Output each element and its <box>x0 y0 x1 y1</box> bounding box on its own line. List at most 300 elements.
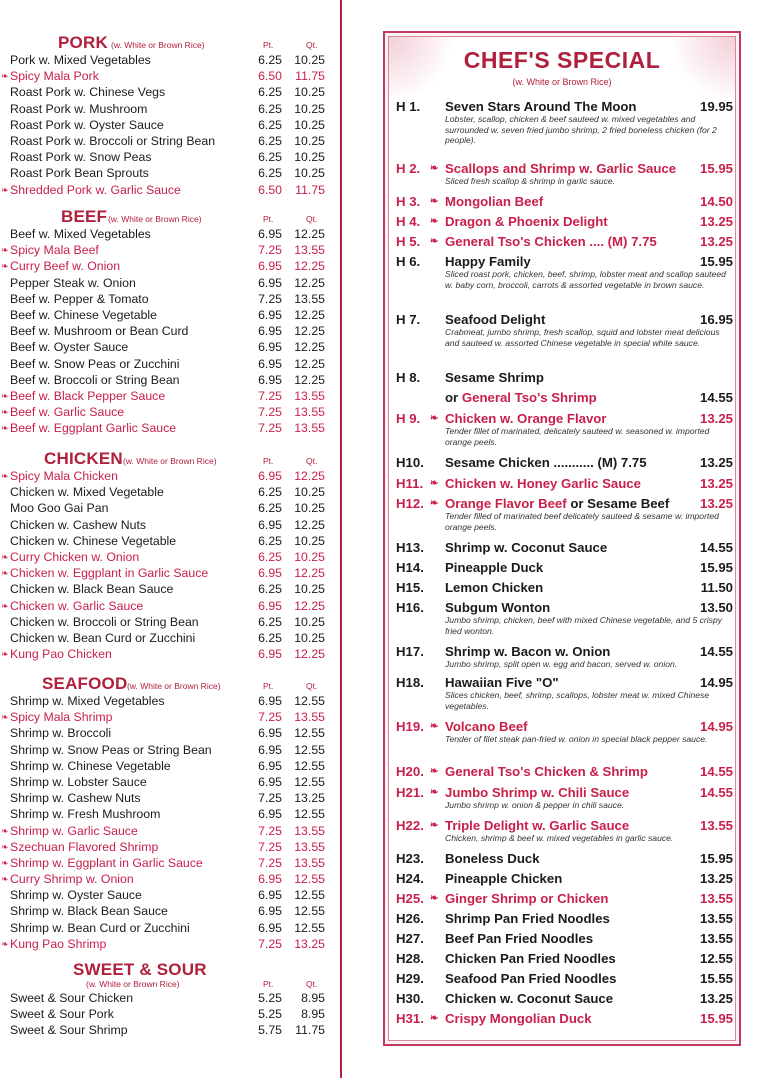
chili-pepper-icon: ❧ <box>430 163 439 174</box>
pint-price: 6.25 <box>258 133 282 148</box>
special-item-description: Sliced fresh scallop & shrimp in garlic sauce. <box>445 176 616 186</box>
special-item-main-name: Pineapple Duck <box>445 560 544 575</box>
special-item-code: H28. <box>396 951 424 966</box>
quart-price: 10.25 <box>294 485 325 500</box>
special-item-name <box>445 538 737 557</box>
menu-item <box>0 323 340 339</box>
menu-item <box>0 887 340 903</box>
quart-price: 13.55 <box>294 243 325 258</box>
special-item-main-name: Scallops and Shrimp w. Garlic Sauce <box>445 161 677 176</box>
pint-price: 6.95 <box>258 566 282 581</box>
menu-item-name <box>10 533 253 549</box>
menu-item <box>0 565 340 581</box>
special-item-name <box>445 909 737 928</box>
special-item <box>389 252 741 310</box>
chili-pepper-icon: ❧ <box>430 498 439 509</box>
menu-item-name <box>10 725 253 741</box>
pint-column-label: Pt. <box>263 979 274 989</box>
pint-price: 6.95 <box>258 774 282 789</box>
menu-item-name <box>10 887 253 903</box>
menu-item <box>0 182 340 198</box>
quart-price: 12.25 <box>294 598 325 613</box>
pint-price: 6.95 <box>258 598 282 613</box>
special-item-name-text <box>445 951 618 966</box>
pint-price: 7.25 <box>258 291 282 306</box>
menu-item <box>0 614 340 630</box>
menu-item <box>0 101 340 117</box>
menu-item-name-text: Beef w. Eggplant Garlic Sauce <box>10 421 177 436</box>
special-item-description: Tender filled of marinated beef delicately sauteed & sesame w. imported orange peels. <box>445 511 719 532</box>
special-item-name-text <box>445 99 638 114</box>
special-item-price: 14.55 <box>699 390 733 405</box>
special-item <box>389 232 741 252</box>
special-item-name-text <box>445 161 678 176</box>
special-item-name-text <box>445 560 545 575</box>
chili-pepper-icon: ❧ <box>1 551 9 562</box>
menu-item-name-text: Pepper Steak w. Onion <box>10 275 136 290</box>
special-item-code: H12. <box>396 496 424 511</box>
chili-pepper-icon: ❧ <box>1 261 9 272</box>
pint-price: 6.25 <box>258 533 282 548</box>
special-item-name <box>445 949 737 968</box>
special-item-name-text <box>445 390 599 405</box>
quart-price: 12.25 <box>294 227 325 241</box>
menu-item-name-text: Chicken w. Broccoli or String Bean <box>10 614 199 629</box>
menu-item <box>0 275 340 291</box>
quart-price: 10.25 <box>294 614 325 629</box>
special-item-name-text <box>445 644 612 659</box>
quart-price: 11.75 <box>295 182 325 197</box>
chili-pepper-icon: ❧ <box>430 196 439 207</box>
menu-item <box>0 517 340 533</box>
special-item-description: Jumbo shrimp w. onion & pepper in chili sauce. <box>445 800 625 810</box>
special-item-price: 15.55 <box>699 971 733 986</box>
chili-pepper-icon: ❧ <box>1 874 9 885</box>
special-item <box>389 783 741 816</box>
quart-price: 13.55 <box>294 291 325 306</box>
menu-item-name-text: Roast Pork w. Broccoli or String Bean <box>10 133 216 148</box>
quart-price: 10.25 <box>294 150 325 165</box>
quart-price: 13.55 <box>294 823 325 838</box>
special-item <box>389 816 741 849</box>
menu-item <box>0 242 340 258</box>
special-item-name-text <box>445 600 552 615</box>
chefs-special-subtitle: (w. White or Brown Rice) <box>512 77 612 87</box>
special-item-price: 14.95 <box>699 719 733 734</box>
menu-item-name-text: Sweet & Sour Chicken <box>10 991 134 1005</box>
quart-price: 10.25 <box>294 166 325 181</box>
special-item-price: 13.55 <box>699 931 733 946</box>
menu-item-name-text: Sweet & Sour Shrimp <box>10 1023 128 1038</box>
special-item-price: 14.55 <box>699 785 733 800</box>
special-item-code: H 5. <box>396 234 421 249</box>
menu-item <box>0 133 340 149</box>
special-item-main-name: Hawaiian Five "O" <box>445 675 559 690</box>
menu-item-name <box>10 484 253 500</box>
menu-item <box>0 725 340 741</box>
special-item <box>389 1009 741 1031</box>
menu-item-name <box>10 871 253 887</box>
special-item-name-text <box>445 476 643 491</box>
pint-price: 6.95 <box>258 758 282 773</box>
menu-item <box>0 533 340 549</box>
menu-item <box>0 742 340 758</box>
special-item-code: H18. <box>396 675 424 690</box>
special-item-code: H14. <box>396 560 424 575</box>
menu-item <box>0 84 340 100</box>
special-item-code: H24. <box>396 871 424 886</box>
special-item <box>389 642 741 673</box>
quart-price: 10.25 <box>294 133 325 148</box>
special-item-name-text <box>445 540 609 555</box>
menu-item-list <box>0 226 340 436</box>
special-item-description: Tender of filet steak pan-fried w. onion in special black pepper sauce. <box>445 734 708 744</box>
special-item-main-name: Shrimp w. Coconut Sauce <box>445 540 608 555</box>
chili-pepper-icon: ❧ <box>430 413 439 424</box>
menu-item <box>0 484 340 500</box>
chili-pepper-icon: ❧ <box>430 766 439 777</box>
menu-item-name <box>10 565 253 581</box>
chili-pepper-icon: ❧ <box>1 649 9 660</box>
special-item-name <box>445 232 737 251</box>
menu-item-name-text: Roast Pork w. Oyster Sauce <box>10 117 164 132</box>
menu-item-name-text: Roast Pork w. Snow Peas <box>10 150 152 165</box>
chili-pepper-icon: ❧ <box>1 600 9 611</box>
special-item-name-text <box>445 911 612 926</box>
special-item <box>389 538 741 558</box>
menu-item <box>0 307 340 323</box>
chefs-special-panel <box>383 31 741 1046</box>
special-item <box>389 453 741 474</box>
section-sweet-sour <box>0 960 340 1039</box>
menu-item-name-text: Beef w. Oyster Sauce <box>10 340 129 355</box>
menu-item-name-text: Chicken w. Garlic Sauce <box>10 598 144 613</box>
menu-item-name-text: Shrimp w. Garlic Sauce <box>10 823 138 838</box>
pint-price: 6.25 <box>258 549 282 564</box>
menu-item <box>0 339 340 355</box>
menu-item <box>0 806 340 822</box>
special-item-name <box>445 368 737 387</box>
menu-item-name-text: Beef w. Garlic Sauce <box>10 405 125 420</box>
pint-price: 6.95 <box>258 275 282 290</box>
quart-price: 10.25 <box>294 101 325 116</box>
quart-price: 12.25 <box>294 275 325 290</box>
menu-item <box>0 990 340 1006</box>
section-subtitle: (w. White or Brown Rice) <box>127 681 221 691</box>
special-item-main-name: Seafood Delight <box>445 312 546 327</box>
pint-price: 6.95 <box>258 372 282 387</box>
pint-price: 6.95 <box>258 920 282 935</box>
chili-pepper-icon: ❧ <box>1 712 9 723</box>
menu-item-name <box>10 936 253 952</box>
special-item-description: Tender fillet of marinated, delicately sauteed w. seasoned w. imported orange peels. <box>445 426 710 447</box>
special-item-main-name: Ginger Shrimp or Chicken <box>445 891 609 906</box>
menu-item-name-text: Beef w. Snow Peas or Zucchini <box>10 356 180 371</box>
menu-item <box>0 920 340 936</box>
pint-price: 7.25 <box>258 839 282 854</box>
special-item-price: 14.55 <box>699 644 733 659</box>
special-item-name-text <box>445 871 564 886</box>
special-item-main-name: Orange Flavor Beef <box>445 496 567 511</box>
pint-price: 6.25 <box>258 166 282 181</box>
section-title: SWEET & SOUR <box>73 960 207 979</box>
menu-item-name-text: Beef w. Chinese Vegetable <box>10 307 157 322</box>
menu-item-name <box>10 117 253 133</box>
menu-item-name-text: Chicken w. Black Bean Sauce <box>10 582 174 597</box>
chefs-special-title: CHEF'S SPECIAL <box>463 47 661 73</box>
special-item-code: H 8. <box>396 370 421 385</box>
menu-item-name <box>10 52 253 68</box>
quart-price: 13.25 <box>294 936 325 951</box>
pint-price: 6.95 <box>258 647 282 662</box>
special-item-code: H16. <box>396 600 424 615</box>
special-item-name-text <box>445 675 561 690</box>
chili-pepper-icon: ❧ <box>430 721 439 732</box>
special-item-price: 15.95 <box>699 254 733 269</box>
special-item-main-name: Triple Delight w. Garlic Sauce <box>445 818 630 833</box>
pint-price: 6.25 <box>258 85 282 100</box>
special-item-name-text <box>445 194 545 209</box>
pint-price: 6.25 <box>258 501 282 516</box>
menu-item-name-text: Chicken w. Cashew Nuts <box>10 517 147 532</box>
special-item <box>389 558 741 578</box>
special-item-name <box>445 388 737 407</box>
special-item-code: H22. <box>396 818 424 833</box>
special-item-main-name: Happy Family <box>445 254 531 269</box>
menu-item <box>0 372 340 388</box>
chili-pepper-icon: ❧ <box>1 423 9 434</box>
menu-item-name <box>10 517 253 533</box>
special-item-price: 13.55 <box>699 911 733 926</box>
pint-column-label: Pt. <box>263 456 274 466</box>
menu-item-name-text: Beef w. Mixed Vegetables <box>10 227 151 241</box>
menu-item-name-text: Shrimp w. Chinese Vegetable <box>10 758 171 773</box>
quart-column-label: Qt. <box>306 456 318 466</box>
special-item-main-name: Subgum Wonton <box>445 600 551 615</box>
quart-price: 12.55 <box>294 774 325 789</box>
menu-item-name-text: Beef w. Broccoli or String Bean <box>10 372 180 387</box>
pint-price: 6.25 <box>258 582 282 597</box>
pint-price: 6.95 <box>258 324 282 339</box>
special-item-price: 13.55 <box>699 891 733 906</box>
special-item-price: 13.25 <box>699 234 733 249</box>
menu-item <box>0 291 340 307</box>
pint-price: 6.95 <box>258 340 282 355</box>
quart-price: 8.95 <box>301 991 325 1005</box>
menu-item <box>0 404 340 420</box>
special-item-price: 13.25 <box>699 476 733 491</box>
special-item <box>389 717 741 762</box>
menu-item-name <box>10 420 253 436</box>
pint-price: 6.95 <box>258 517 282 532</box>
special-item-main-name: Beef Pan Fried Noodles <box>445 931 594 946</box>
special-item <box>389 388 741 409</box>
special-item-price: 13.25 <box>699 496 733 511</box>
special-item-name <box>445 762 737 781</box>
special-item-price: 14.50 <box>699 194 733 209</box>
section-header <box>0 207 340 225</box>
menu-item-name <box>10 323 253 339</box>
menu-item <box>0 903 340 919</box>
pint-price: 6.95 <box>258 469 282 483</box>
menu-item <box>0 549 340 565</box>
menu-item-name <box>10 356 253 372</box>
chili-pepper-icon: ❧ <box>1 825 9 836</box>
pint-column-label: Pt. <box>263 214 274 224</box>
pint-price: 6.25 <box>258 53 282 67</box>
special-item-main-name: Mongolian Beef <box>445 194 544 209</box>
special-item-name <box>445 849 737 868</box>
special-item-name <box>445 989 737 1008</box>
pint-price: 7.25 <box>258 791 282 806</box>
pint-price: 7.25 <box>258 855 282 870</box>
special-item-code: H11. <box>396 476 424 491</box>
chili-pepper-icon: ❧ <box>1 857 9 868</box>
quart-price: 10.25 <box>294 53 325 67</box>
special-item-prefix: or <box>445 390 462 405</box>
special-item-name-text <box>445 254 533 269</box>
menu-item-name-text: Shrimp w. Cashew Nuts <box>10 791 141 806</box>
menu-item-name-text: Spicy Mala Pork <box>10 69 99 84</box>
special-item <box>389 929 741 949</box>
special-item-price: 15.95 <box>699 1011 733 1026</box>
section-subtitle: (w. White or Brown Rice) <box>123 456 217 466</box>
special-item-price: 19.95 <box>699 99 733 114</box>
quart-price: 12.25 <box>294 469 325 483</box>
pint-column-label: Pt. <box>263 681 274 691</box>
menu-item-name <box>10 68 253 84</box>
special-item-name-text <box>445 496 671 511</box>
menu-item-name-text: Curry Shrimp w. Onion <box>10 872 134 887</box>
menu-item-name <box>10 404 253 420</box>
special-item-price: 13.25 <box>699 455 733 470</box>
special-item-code: H30. <box>396 991 424 1006</box>
pint-price: 6.95 <box>258 227 282 241</box>
quart-price: 12.25 <box>294 307 325 322</box>
chili-pepper-icon: ❧ <box>430 820 439 831</box>
special-item <box>389 578 741 598</box>
quart-price: 12.25 <box>294 356 325 371</box>
special-item <box>389 869 741 889</box>
quart-price: 13.55 <box>294 405 325 420</box>
menu-item-name <box>10 614 253 630</box>
section-subtitle: (w. White or Brown Rice) <box>108 214 202 224</box>
menu-item <box>0 630 340 646</box>
special-item-name <box>445 212 737 231</box>
special-item-code: H17. <box>396 644 424 659</box>
section-subtitle: (w. White or Brown Rice) <box>86 979 180 989</box>
menu-item-name <box>10 101 253 117</box>
special-item-price: 13.50 <box>699 600 733 615</box>
special-item <box>389 889 741 909</box>
menu-item-name-text: Shrimp w. Bean Curd or Zucchini <box>10 920 190 935</box>
menu-item-name <box>10 1006 253 1022</box>
quart-price: 8.95 <box>301 1007 325 1022</box>
special-item-name-text <box>445 1011 594 1026</box>
special-item-main-name: Pineapple Chicken <box>445 871 563 886</box>
pint-price: 7.25 <box>258 405 282 420</box>
menu-item <box>0 149 340 165</box>
quart-price: 11.75 <box>295 69 325 84</box>
special-item-price: 15.95 <box>699 161 733 176</box>
quart-price: 12.25 <box>294 517 325 532</box>
menu-item-name-text: Shrimp w. Black Bean Sauce <box>10 904 168 919</box>
menu-item-name-text: Shrimp w. Snow Peas or String Bean <box>10 742 212 757</box>
menu-item-name <box>10 275 253 291</box>
menu-item-list <box>0 52 340 198</box>
menu-item <box>0 581 340 597</box>
menu-item-name-text: Moo Goo Gai Pan <box>10 501 109 516</box>
special-item-code: H21. <box>396 785 424 800</box>
menu-item <box>0 500 340 516</box>
special-item-price: 12.55 <box>699 951 733 966</box>
section-seafood <box>0 674 340 952</box>
special-item-name <box>445 889 737 908</box>
menu-item <box>0 1006 340 1022</box>
special-item-price: 13.25 <box>699 411 733 426</box>
special-item-price: 13.25 <box>699 214 733 229</box>
special-item-name <box>445 558 737 577</box>
quart-price: 12.25 <box>294 566 325 581</box>
special-item-main-name: Chicken Pan Fried Noodles <box>445 951 616 966</box>
quart-price: 12.25 <box>294 647 325 662</box>
quart-column-label: Qt. <box>306 40 318 50</box>
quart-price: 13.55 <box>294 710 325 725</box>
section-chicken <box>0 449 340 662</box>
quart-price: 12.55 <box>294 694 325 708</box>
section-header <box>0 674 340 692</box>
special-item-name-text <box>445 234 659 249</box>
menu-item-name-text: Roast Pork Bean Sprouts <box>10 166 149 181</box>
special-item-code: H10. <box>396 455 424 470</box>
special-item-name-text <box>445 764 650 779</box>
menu-item-list <box>0 990 340 1039</box>
pint-price: 7.25 <box>258 243 282 258</box>
menu-item-name <box>10 855 253 871</box>
pint-price: 6.95 <box>258 742 282 757</box>
menu-item <box>0 839 340 855</box>
pint-price: 6.95 <box>258 807 282 822</box>
chili-pepper-icon: ❧ <box>1 841 9 852</box>
pint-price: 6.25 <box>258 485 282 500</box>
special-item-main-name: Sesame Shrimp <box>445 370 544 385</box>
special-item-price: 13.55 <box>699 818 733 833</box>
special-item-code: H25. <box>396 891 424 906</box>
menu-item-name-text: Spicy Mala Chicken <box>10 469 118 483</box>
quart-price: 12.25 <box>294 259 325 274</box>
special-item-price: 13.25 <box>699 871 733 886</box>
special-item-code: H 4. <box>396 214 421 229</box>
special-item <box>389 598 741 642</box>
pint-price: 5.25 <box>258 991 282 1005</box>
menu-item-name <box>10 258 253 274</box>
special-item <box>389 97 741 159</box>
menu-item <box>0 646 340 662</box>
special-item <box>389 909 741 929</box>
special-item-price: 14.55 <box>699 764 733 779</box>
special-item-name <box>445 192 737 211</box>
special-item-code: H15. <box>396 580 424 595</box>
chefs-special-inner-frame <box>388 36 736 1041</box>
menu-item-name <box>10 182 253 198</box>
section-header <box>0 449 340 467</box>
menu-item <box>0 823 340 839</box>
special-item-name <box>445 578 737 597</box>
quart-price: 11.75 <box>295 1023 325 1038</box>
special-item-code <box>396 388 448 407</box>
menu-item <box>0 871 340 887</box>
menu-item-name-text: Roast Pork w. Mushroom <box>10 101 148 116</box>
